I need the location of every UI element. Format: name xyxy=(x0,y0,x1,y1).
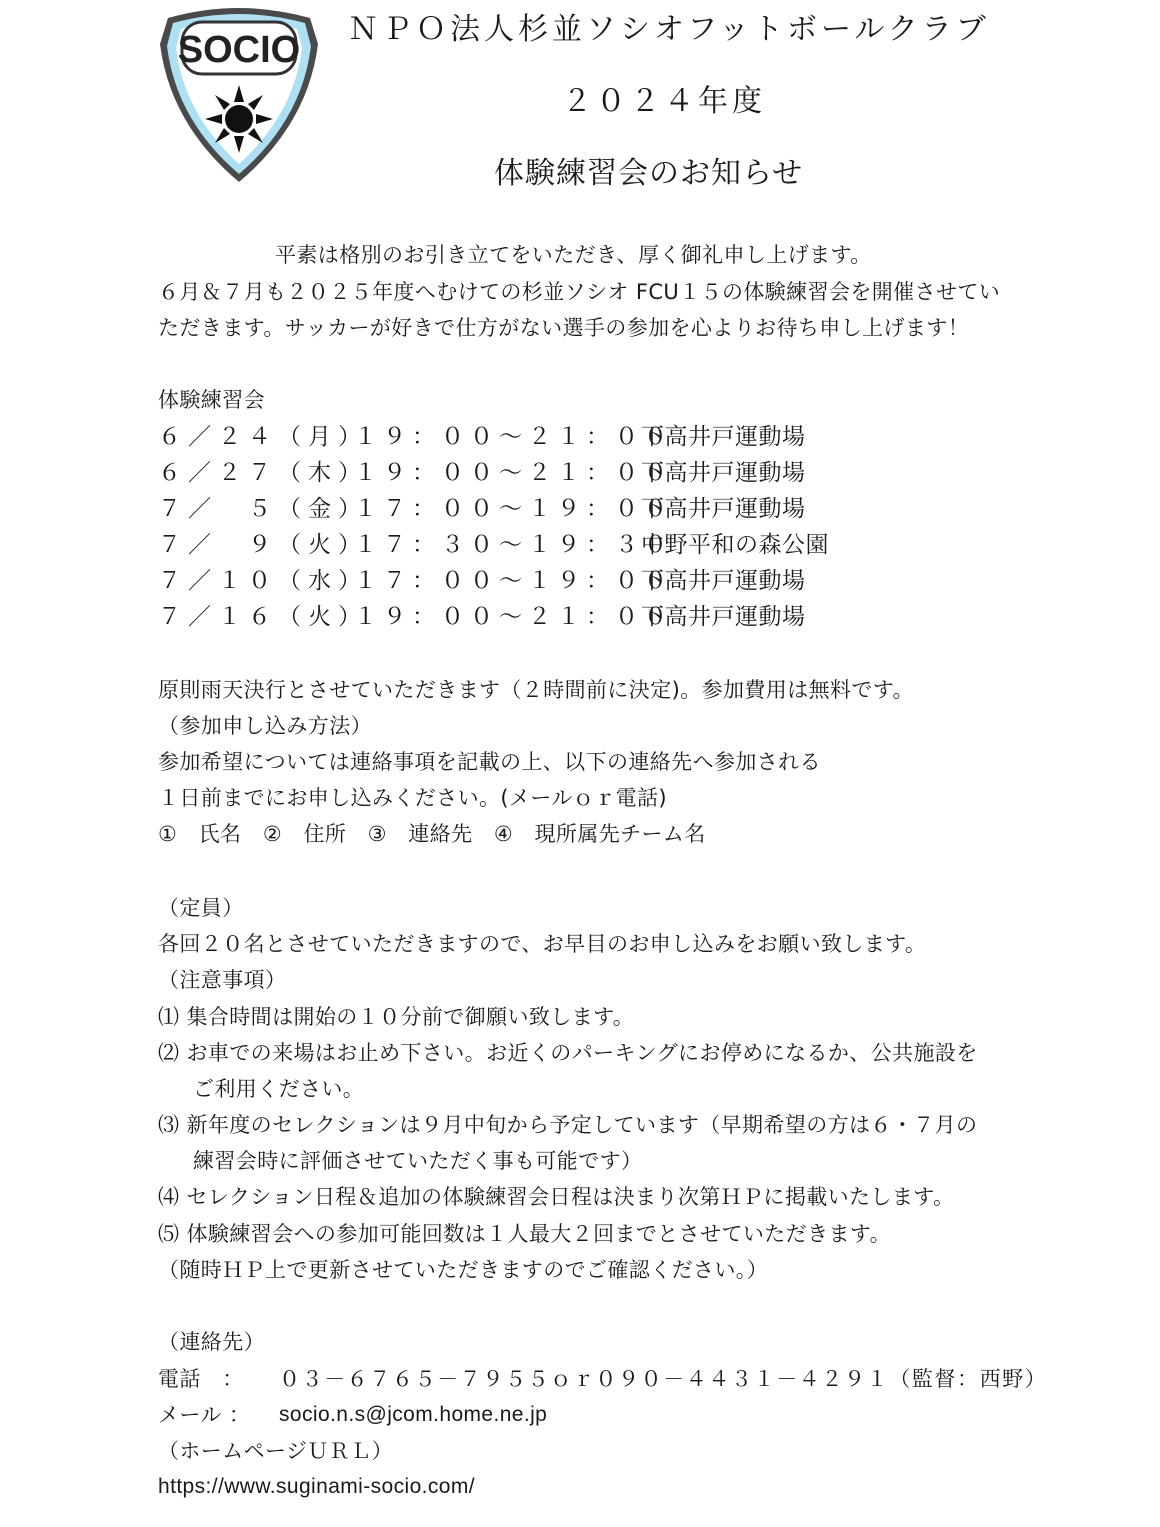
schedule-date: ７／１０（水） xyxy=(158,568,368,594)
note-2: ⑵ お車での来場はお止め下さい。お近くのパーキングにお停めになるか、公共施設を xyxy=(158,1041,978,1065)
application-line-2: １日前までにお申し込みください。(メールｏｒ電話) xyxy=(158,786,667,810)
schedule-date: ６／２７（木） xyxy=(158,460,368,486)
schedule-heading: 体験練習会 xyxy=(158,388,265,412)
mail-label: メール ： xyxy=(158,1403,251,1427)
schedule-place: 下高井戸運動場 xyxy=(641,604,806,630)
schedule-time: １９：００～２１：００ xyxy=(354,424,673,450)
application-heading: （参加申し込み方法） xyxy=(158,714,372,738)
logo-wordmark: SOCIO xyxy=(177,29,301,71)
schedule-place: 下高井戸運動場 xyxy=(641,424,806,450)
note-3: ⑶ 新年度のセレクションは９月中旬から予定しています（早期希望の方は６・７月の xyxy=(158,1113,978,1137)
socio-club-crest-logo xyxy=(158,4,320,186)
phone-number[interactable]: ０３－６７６５－７９５５ｏｒ０９０－４４３１－４２９１（監督：西野） xyxy=(279,1367,1048,1391)
phone-label: 電話 ： xyxy=(158,1367,244,1391)
schedule-place: 下高井戸運動場 xyxy=(641,496,806,522)
application-line-1: 参加希望については連絡事項を記載の上、以下の連絡先へ参加される xyxy=(158,750,821,774)
schedule-time: １９：００～２１：００ xyxy=(354,460,673,486)
schedule-date: ６／２４（月） xyxy=(158,424,368,450)
fiscal-year: ２０２４年度 xyxy=(562,84,766,119)
schedule-date: ７／ ９（火） xyxy=(158,532,368,558)
note-1: ⑴ 集合時間は開始の１０分前で御願い致します。 xyxy=(158,1005,635,1029)
note-5: ⑸ 体験練習会への参加可能回数は１人最大２回までとさせていただきます。 xyxy=(158,1222,891,1246)
notes-heading: （注意事項） xyxy=(158,968,287,992)
schedule-time: １７：００～１９：００ xyxy=(354,568,673,594)
capacity-text: 各回２０名とさせていただきますので、お早目のお申し込みをお願い致します。 xyxy=(158,932,927,956)
notice-title: 体験練習会のお知らせ xyxy=(494,156,804,191)
schedule-time: １７：００～１９：００ xyxy=(354,496,673,522)
note-3-continued: 練習会時に評価させていただく事も可能です） xyxy=(193,1149,643,1173)
schedule-place: 中野平和の森公園 xyxy=(641,532,829,558)
homepage-heading: （ホームページＵＲＬ） xyxy=(158,1439,393,1463)
note-4: ⑷ セレクション日程＆追加の体験練習会日程は決まり次第ＨＰに掲載いたします。 xyxy=(158,1185,955,1209)
capacity-heading: （定員） xyxy=(158,896,244,920)
schedule-time: １７：３０～１９：３０ xyxy=(354,532,673,558)
intro-line-3: ただきます。サッカーが好きで仕方がない選手の参加を心よりお待ち申し上げます！ xyxy=(158,316,970,340)
intro-line-1: 平素は格別のお引き立てをいただき、厚く御礼申し上げます。 xyxy=(275,243,872,267)
required-items: ① 氏名 ② 住所 ③ 連絡先 ④ 現所属先チーム名 xyxy=(158,822,706,846)
schedule-date: ７／１６（火） xyxy=(158,604,368,630)
rain-policy: 原則雨天決行とさせていただきます（２時間前に決定)。参加費用は無料です。 xyxy=(158,678,914,702)
schedule-place: 下高井戸運動場 xyxy=(641,568,806,594)
org-name: ＮＰＯ法人杉並ソシオフットボールクラブ xyxy=(348,12,990,47)
schedule-place: 下高井戸運動場 xyxy=(641,460,806,486)
homepage-url-link[interactable]: https://www.suginami-socio.com/ xyxy=(158,1475,476,1498)
note-6: （随時ＨＰ上で更新させていただきますのでご確認ください。） xyxy=(158,1258,769,1282)
email-address[interactable]: socio.n.s@jcom.home.ne.jp xyxy=(279,1403,548,1426)
intro-line-2: ６月＆７月も２０２５年度へむけての杉並ソシオ FCU１５の体験練習会を開催させてい xyxy=(158,280,1001,304)
schedule-time: １９：００～２１：００ xyxy=(354,604,673,630)
schedule-date: ７／ ５（金） xyxy=(158,496,368,522)
contact-heading: （連絡先） xyxy=(158,1330,265,1354)
note-2-continued: ご利用ください。 xyxy=(193,1077,365,1101)
